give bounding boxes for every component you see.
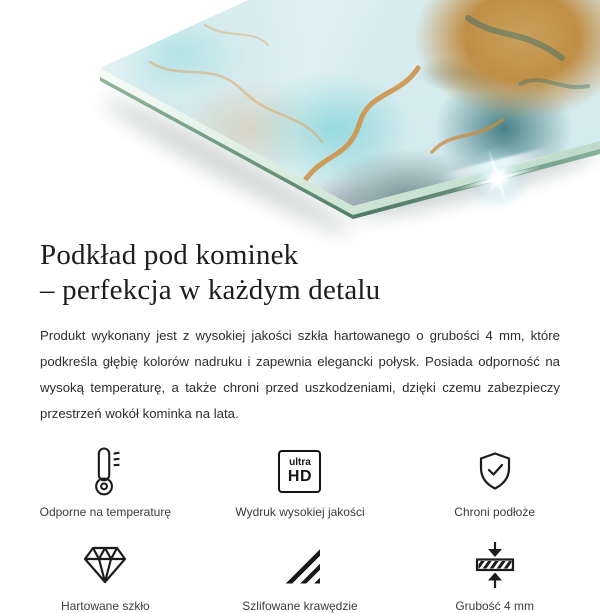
feature-label: Chroni podłoże — [454, 505, 535, 519]
feature-label: Hartowane szkło — [61, 599, 150, 613]
feature-polished-edges — [203, 540, 398, 613]
feature-label: Grubość 4 mm — [455, 599, 534, 613]
feature-tempered-glass — [8, 540, 203, 613]
sparkle-icon — [465, 145, 531, 211]
ultra-hd-icon — [278, 446, 321, 496]
feature-temperature-resistant — [8, 446, 203, 519]
feature-grid — [0, 446, 600, 613]
product-hero-image — [0, 0, 600, 230]
feature-thickness — [397, 540, 592, 613]
shield-check-icon — [477, 446, 513, 496]
feature-label: Wydruk wysokiej jakości — [235, 505, 364, 519]
ultra-hd-text-top: ultra — [289, 458, 311, 468]
product-description: Produkt wykonany jest z wysokiej jakości szkła hartowanego o grubości 4 mm, które podkreśla głębię kolorów nadruku i zapewnia elegancki połysk. Posiada odporność na wysoką temperaturę, a także chroni przed uszkodzeniami, dzięki czemu zabezpieczy przestrzeń wokół kominka na lata. — [40, 323, 560, 427]
thermometer-icon — [89, 446, 121, 496]
feature-label: Szlifowane krawędzie — [242, 599, 357, 613]
diamond-icon — [83, 540, 127, 590]
polished-edges-icon — [280, 540, 320, 590]
feature-label: Odporne na temperaturę — [40, 505, 171, 519]
thickness-icon — [473, 540, 517, 590]
feature-print-quality — [203, 446, 398, 519]
page-title-line-1: Podkład pod kominek — [40, 239, 298, 271]
page-title-line-2: – perfekcja w każdym detalu — [40, 274, 380, 306]
feature-protects-floor — [397, 446, 592, 519]
ultra-hd-text-bottom: HD — [288, 469, 312, 485]
page-title — [40, 238, 560, 308]
